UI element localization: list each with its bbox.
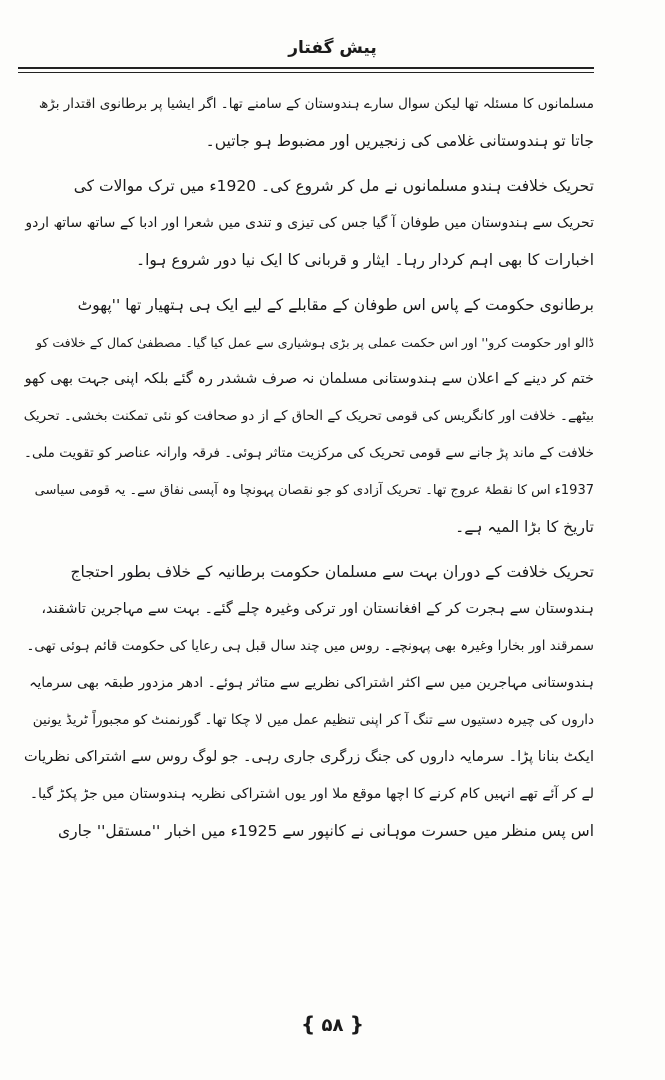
text-line: تحریک سے ہندوستان میں طوفان آ گیا جس کی تیزی و تندی میں شعرا اور ادبا کے ساتھ ساتھ اردو	[25, 215, 594, 231]
page-number-footer	[0, 1012, 665, 1036]
paragraph-gap	[24, 546, 594, 554]
paragraph-4	[24, 554, 594, 850]
paragraph-3	[24, 287, 594, 546]
text-line: اخبارات کا بھی اہم کردار رہا۔ ایثار و قربانی کا ایک نیا دور شروع ہوا۔	[136, 251, 594, 269]
text-line: ختم کر دینے کے اعلان سے ہندوستانی مسلمان نہ صرف ششدر رہ گئے بلکہ اپنی جہت بھی کھو	[24, 371, 594, 387]
paragraph-gap	[24, 160, 594, 168]
text-line: ہندوستان سے ہجرت کر کے افغانستان اور ترکی وغیرہ چلے گئے۔ بہت سے مہاجرین تاشقند،	[41, 601, 594, 617]
text-line: بیٹھے۔ خلافت اور کانگریس کی قومی تحریک کے الحاق کے از دو صحافت کو نئی تمکنت بخشی۔ تحریک	[24, 408, 594, 424]
text-line: داروں کی چیرہ دستیوں سے تنگ آ کر اپنی تنظیم عمل میں لا چکا تھا۔ گورنمنٹ کو مجبوراً ٹریڈ یونین	[32, 712, 594, 728]
page-number-close-brace: }	[300, 1012, 316, 1036]
text-line: 1937ء اس کا نقطۂ عروج تھا۔ تحریک آزادی کو جو نقصان پہونچا وہ آپسی نفاق سے۔ یہ قومی سیاسی	[34, 483, 594, 498]
text-line: تحریک خلافت ہندو مسلمانوں نے مل کر شروع کی۔ 1920ء میں ترک موالات کی	[73, 177, 594, 195]
text-line: اس پس منظر میں حسرت موہانی نے کانپور سے 1925ء میں اخبار ''مستقل'' جاری	[58, 822, 594, 840]
paragraph-2	[24, 168, 594, 279]
text-line: سمرقند اور بخارا وغیرہ بھی پہونچے۔ روس میں چند سال قبل ہی رعایا کی حکومت قائم ہوئی تھی۔	[26, 638, 594, 654]
header-rule-thick	[18, 67, 594, 69]
text-line: لے کر آئے تھے انہیں کام کرنے کا اچھا موقع ملا اور یوں اشتراکی نظریہ ہندوستان میں جڑ پکڑ گیا۔	[29, 786, 594, 802]
page-number-open-brace: {	[349, 1012, 365, 1036]
paragraph-1	[24, 86, 594, 160]
text-line: تاریخ کا بڑا المیہ ہے۔	[455, 518, 594, 536]
body-text	[24, 86, 594, 850]
text-line: برطانوی حکومت کے پاس اس طوفان کے مقابلے کے لیے ایک ہی ہتھیار تھا ''پھوٹ	[77, 296, 594, 314]
paragraph-gap	[24, 279, 594, 287]
text-line: جاتا تو ہندوستانی غلامی کی زنجیریں اور مضبوط ہو جاتیں۔	[205, 132, 594, 150]
text-line: ڈالو اور حکومت کرو'' اور اس حکمت عملی پر بڑی ہوشیاری سے عمل کیا گیا۔ مصطفیٰ کمال کے خلافت کو	[35, 335, 594, 350]
page-number: ۵۸	[321, 1015, 344, 1036]
text-line: تحریک خلافت کے دوران بہت سے مسلمان حکومت برطانیہ کے خلاف بطور احتجاج	[70, 563, 594, 581]
text-line: خلافت کے ماند پڑ جانے سے قومی تحریک کی مرکزیت متاثر ہوئی۔ فرقہ وارانہ عناصر کو تقویت ملی۔	[24, 445, 594, 461]
text-line: مسلمانوں کا مسئلہ تھا لیکن سوال سارے ہندوستان کے سامنے تھا۔ اگر ایشیا پر برطانوی اقتدار بڑھ	[38, 96, 594, 112]
text-line: ایکٹ بنانا پڑا۔ سرمایہ داروں کی جنگ زرگری جاری رہی۔ جو لوگ روس سے اشتراکی نظریات	[24, 749, 594, 765]
header-rule-thin	[18, 72, 594, 73]
page-header-title: پیش گفتار	[288, 38, 377, 58]
text-line: ہندوستانی مہاجرین میں سے اکثر اشتراکی نظریے سے متاثر ہوئے۔ ادھر مزدور طبقہ بھی سرمایہ	[29, 675, 594, 691]
